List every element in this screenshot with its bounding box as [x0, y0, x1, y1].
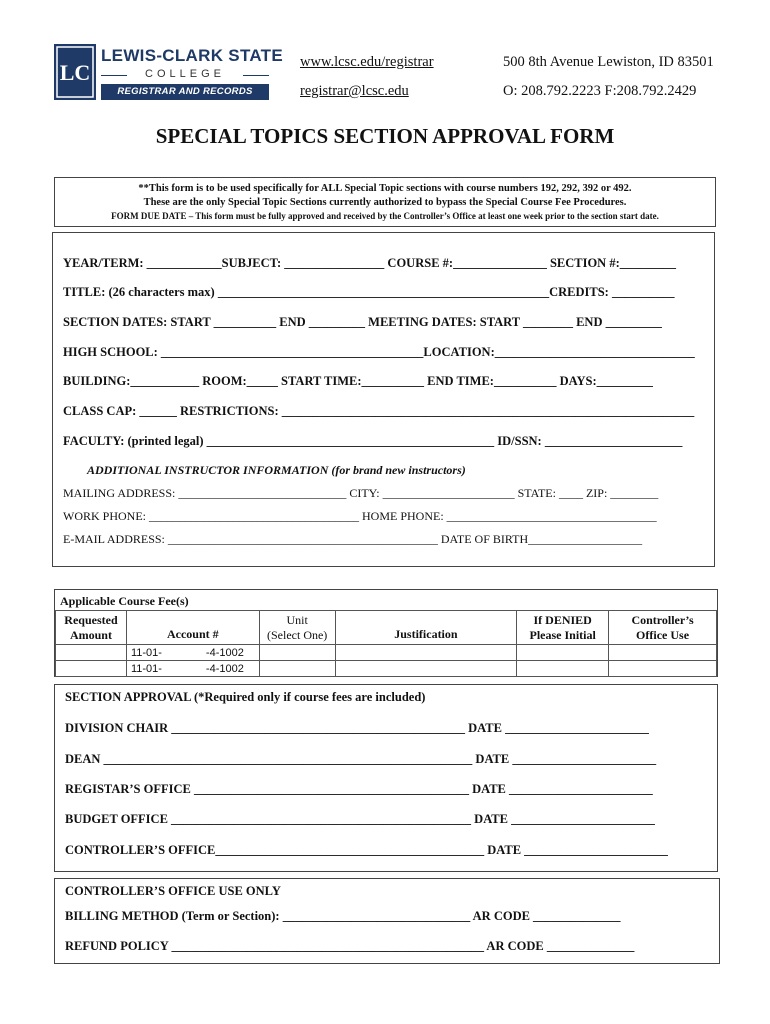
section-approval-heading: SECTION APPROVAL (*Required only if course fees are included) — [65, 690, 426, 704]
section-approval-box — [54, 684, 718, 872]
work-phone-field[interactable]: WORK PHONE: ___________________________________ HOME PHONE: ___________________________________ — [63, 509, 657, 523]
account-cell[interactable] — [126, 661, 259, 677]
account-cell[interactable] — [126, 645, 259, 661]
fee-caption: Applicable Course Fee(s) — [60, 594, 189, 608]
registrar-signature[interactable]: REGISTAR’S OFFICE ____________________________________________ DATE _______________________ — [65, 782, 653, 796]
account-suffix: -4-1002 — [205, 646, 244, 659]
requested-amount-cell[interactable] — [56, 661, 127, 677]
controller-office-signature[interactable]: CONTROLLER’S OFFICE___________________________________________ DATE _______________________ — [65, 843, 668, 857]
phone-fax: O: 208.792.2223 F:208.792.2429 — [503, 83, 697, 99]
fee-row — [56, 645, 717, 661]
header-account: Account # — [126, 611, 259, 645]
header-controller-office-use: Controller’s Office Use — [609, 611, 717, 645]
refund-policy-field[interactable]: REFUND POLICY __________________________________________________ AR CODE ______________ — [65, 939, 635, 953]
account-suffix: -4-1002 — [205, 662, 244, 675]
justification-cell[interactable] — [335, 661, 517, 677]
justification-cell[interactable] — [335, 645, 517, 661]
notice-line-1: **This form is to be used specifically for ALL Special Topic sections with course numbers 192, 292, 392 or 492. — [138, 183, 632, 194]
header-unit: Unit (Select One) — [259, 611, 335, 645]
faculty-field[interactable]: FACULTY: (printed legal) ______________________________________________ ID/SSN: ______________________ — [63, 434, 683, 448]
header-justification: Justification — [335, 611, 517, 645]
unit-cell[interactable] — [259, 661, 335, 677]
account-prefix: 11-01- — [130, 646, 162, 659]
logo-mark — [54, 44, 96, 100]
controller-use-heading: CONTROLLER’S OFFICE USE ONLY — [65, 884, 281, 898]
budget-office-signature[interactable]: BUDGET OFFICE ________________________________________________ DATE _______________________ — [65, 812, 655, 826]
billing-method-field[interactable]: BILLING METHOD (Term or Section): ______________________________ AR CODE ______________ — [65, 909, 621, 923]
fee-row — [56, 661, 717, 677]
page-title: SPECIAL TOPICS SECTION APPROVAL FORM — [155, 124, 615, 148]
header-requested-amount: Requested Amount — [56, 611, 127, 645]
year-term-field[interactable]: YEAR/TERM: ____________SUBJECT: ________________ COURSE #:_______________ SECTION #:_________ — [63, 256, 676, 270]
unit-cell[interactable] — [259, 645, 335, 661]
logo-mark-text: LC — [59, 60, 91, 85]
account-prefix: 11-01- — [130, 662, 162, 675]
college-logo — [54, 44, 284, 102]
address: 500 8th Avenue Lewiston, ID 83501 — [503, 54, 714, 70]
course-fee-section — [54, 589, 718, 677]
title-field[interactable]: TITLE: (26 characters max) _____________________________________________________CREDITS: __________ — [63, 285, 675, 299]
high-school-field[interactable]: HIGH SCHOOL: __________________________________________LOCATION:________________________________ — [63, 345, 695, 359]
controller-use-cell[interactable] — [609, 661, 717, 677]
dean-signature[interactable]: DEAN ___________________________________________________________ DATE _______________________ — [65, 752, 657, 766]
email-link[interactable]: registrar@lcsc.edu — [300, 83, 409, 99]
requested-amount-cell[interactable] — [56, 645, 127, 661]
controller-use-cell[interactable] — [609, 645, 717, 661]
section-info-box — [52, 232, 715, 567]
additional-instructor-heading: ADDITIONAL INSTRUCTOR INFORMATION (for brand new instructors) — [87, 463, 466, 477]
fee-table — [55, 610, 717, 677]
division-chair-signature[interactable]: DIVISION CHAIR _______________________________________________ DATE _______________________ — [65, 721, 649, 735]
section-dates-field[interactable]: SECTION DATES: START __________ END _________ MEETING DATES: START ________ END _________ — [63, 315, 662, 329]
logo-college: COLLEGE — [101, 68, 269, 80]
logo-department: REGISTRAR AND RECORDS — [101, 84, 269, 100]
notice-box — [54, 177, 716, 227]
mailing-address-field[interactable]: MAILING ADDRESS: ____________________________ CITY: ______________________ STATE: ____ ZIP: ________ — [63, 486, 659, 500]
if-denied-cell[interactable] — [517, 645, 609, 661]
building-field[interactable]: BUILDING:___________ ROOM:_____ START TIME:__________ END TIME:__________ DAYS:_________ — [63, 374, 653, 388]
notice-line-2: These are the only Special Topic Sections currently authorized to bypass the Special Course Fee Procedures. — [143, 197, 627, 208]
website-link[interactable]: www.lcsc.edu/registrar — [300, 54, 434, 70]
if-denied-cell[interactable] — [517, 661, 609, 677]
header-if-denied: If DENIED Please Initial — [517, 611, 609, 645]
class-cap-field[interactable]: CLASS CAP: ______ RESTRICTIONS: __________________________________________________________________ — [63, 404, 695, 418]
logo-name: LEWIS-CLARK STATE — [101, 46, 284, 65]
email-address-field[interactable]: E-MAIL ADDRESS: _____________________________________________ DATE OF BIRTH___________________ — [63, 532, 643, 546]
controller-use-box — [54, 878, 720, 964]
notice-line-3: FORM DUE DATE – This form must be fully approved and received by the Controller’s Office at least one week prior to the section start date. — [111, 211, 659, 221]
